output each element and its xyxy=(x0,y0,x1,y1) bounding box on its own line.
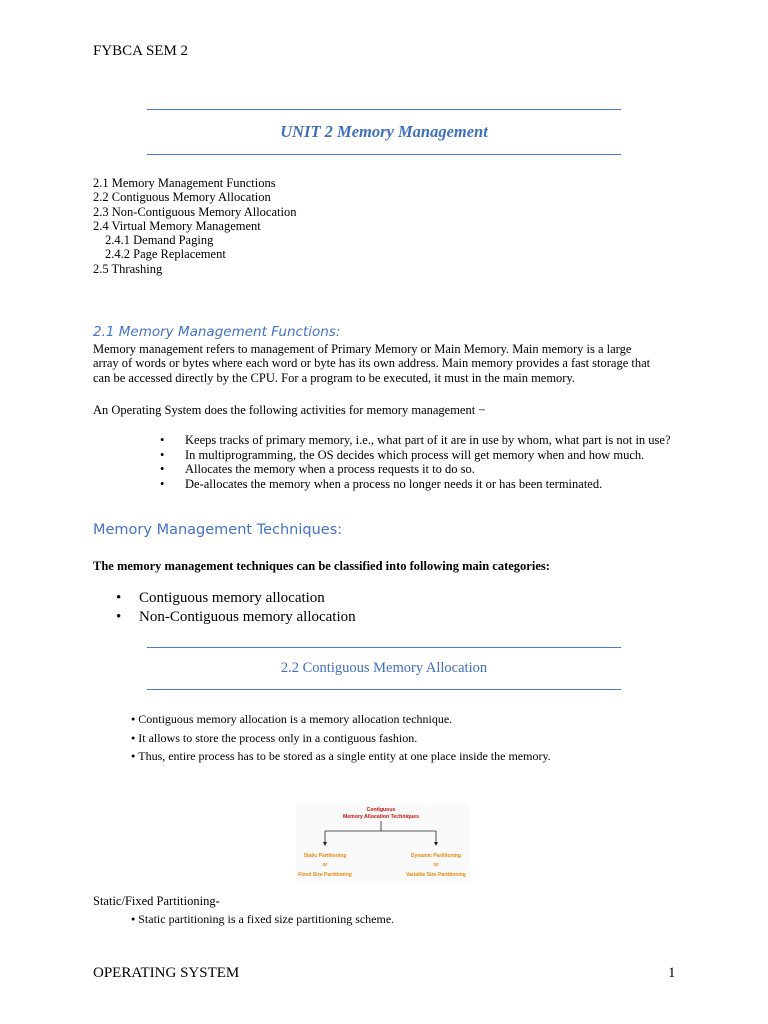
list-item: • Non-Contiguous memory allocation xyxy=(116,608,356,627)
list-item: ● Static partitioning is a fixed size partitioning scheme. xyxy=(131,910,394,929)
footer-title: OPERATING SYSTEM xyxy=(93,965,240,981)
list-item: • Contiguous memory allocation xyxy=(116,589,356,608)
table-of-contents xyxy=(93,176,296,276)
paragraph-line: Memory management refers to management of Primary Memory or Main Memory. Main memory is a large xyxy=(93,342,632,356)
toc-item: 2.2 Contiguous Memory Allocation xyxy=(93,190,271,205)
section-2-2-bottom-rule xyxy=(147,689,621,690)
list-item: • De-allocates the memory when a process no longer needs it or has been terminated. xyxy=(160,477,690,492)
diagram-root-line-1: Contiguous xyxy=(366,807,396,813)
diagram-root-line-2: Memory Allocation Techniques xyxy=(342,814,420,820)
diagram-right-line-3: Variable Size Partitioning xyxy=(406,872,466,878)
diagram-right-line-2: or xyxy=(433,862,439,868)
toc-item: 2.4 Virtual Memory Management xyxy=(93,218,261,233)
toc-subitem: 2.4.1 Demand Paging xyxy=(105,233,214,248)
list-item: • Keeps tracks of primary memory, i.e., what part of it are in use by whom, what part is not in use? xyxy=(160,433,690,448)
section-2-2-top-rule xyxy=(147,647,621,648)
static-points-list xyxy=(131,910,394,929)
toc-item: 2.1 Memory Management Functions xyxy=(93,176,276,190)
page-number: 1 xyxy=(668,965,676,981)
toc-item: 2.5 Thrashing xyxy=(93,261,163,276)
paragraph-line: array of words or bytes where each word or byte has its own address. Main memory provides a fast storage that xyxy=(93,356,651,371)
list-item: ● Thus, entire process has to be stored as a single entity at one place inside the memory. xyxy=(131,747,551,766)
diagram-left-line-1: Static Partitioning xyxy=(303,853,347,859)
diagram-left-line-3: Fixed Size Partitioning xyxy=(298,872,352,878)
section-2-1-heading: 2.1 Memory Management Functions: xyxy=(93,324,341,340)
title-bottom-rule xyxy=(147,154,621,155)
techniques-heading: Memory Management Techniques: xyxy=(93,522,343,538)
toc-subitem: 2.4.2 Page Replacement xyxy=(105,247,226,262)
list-item: ● It allows to store the process only in a contiguous fashion. xyxy=(131,729,551,748)
activities-intro: An Operating System does the following activities for memory management − xyxy=(93,403,486,417)
page-header: FYBCA SEM 2 xyxy=(93,43,189,59)
paragraph-line: can be accessed directly by the CPU. For a program to be executed, it must in the main memory. xyxy=(93,370,576,385)
contiguous-points-list xyxy=(131,710,551,766)
diagram-left-line-2: or xyxy=(322,862,328,868)
list-item: • In multiprogramming, the OS decides which process will get memory when and how much. xyxy=(160,448,690,463)
unit-title: UNIT 2 Memory Management xyxy=(280,122,488,141)
list-item: • Allocates the memory when a process requests it to do so. xyxy=(160,462,690,477)
activities-list xyxy=(160,433,690,491)
techniques-list xyxy=(116,589,356,626)
list-item: ● Contiguous memory allocation is a memory allocation technique. xyxy=(131,710,551,729)
title-top-rule xyxy=(147,109,621,110)
diagram-right-line-1: Dynamic Partitioning xyxy=(410,853,462,859)
section-2-2-title: 2.2 Contiguous Memory Allocation xyxy=(280,660,488,676)
allocation-techniques-diagram xyxy=(296,804,470,882)
toc-item: 2.3 Non-Contiguous Memory Allocation xyxy=(93,204,297,219)
static-partitioning-heading: Static/Fixed Partitioning- xyxy=(93,894,220,908)
techniques-intro: The memory management techniques can be classified into following main categories: xyxy=(93,559,550,573)
section-2-1-paragraph xyxy=(93,342,683,385)
